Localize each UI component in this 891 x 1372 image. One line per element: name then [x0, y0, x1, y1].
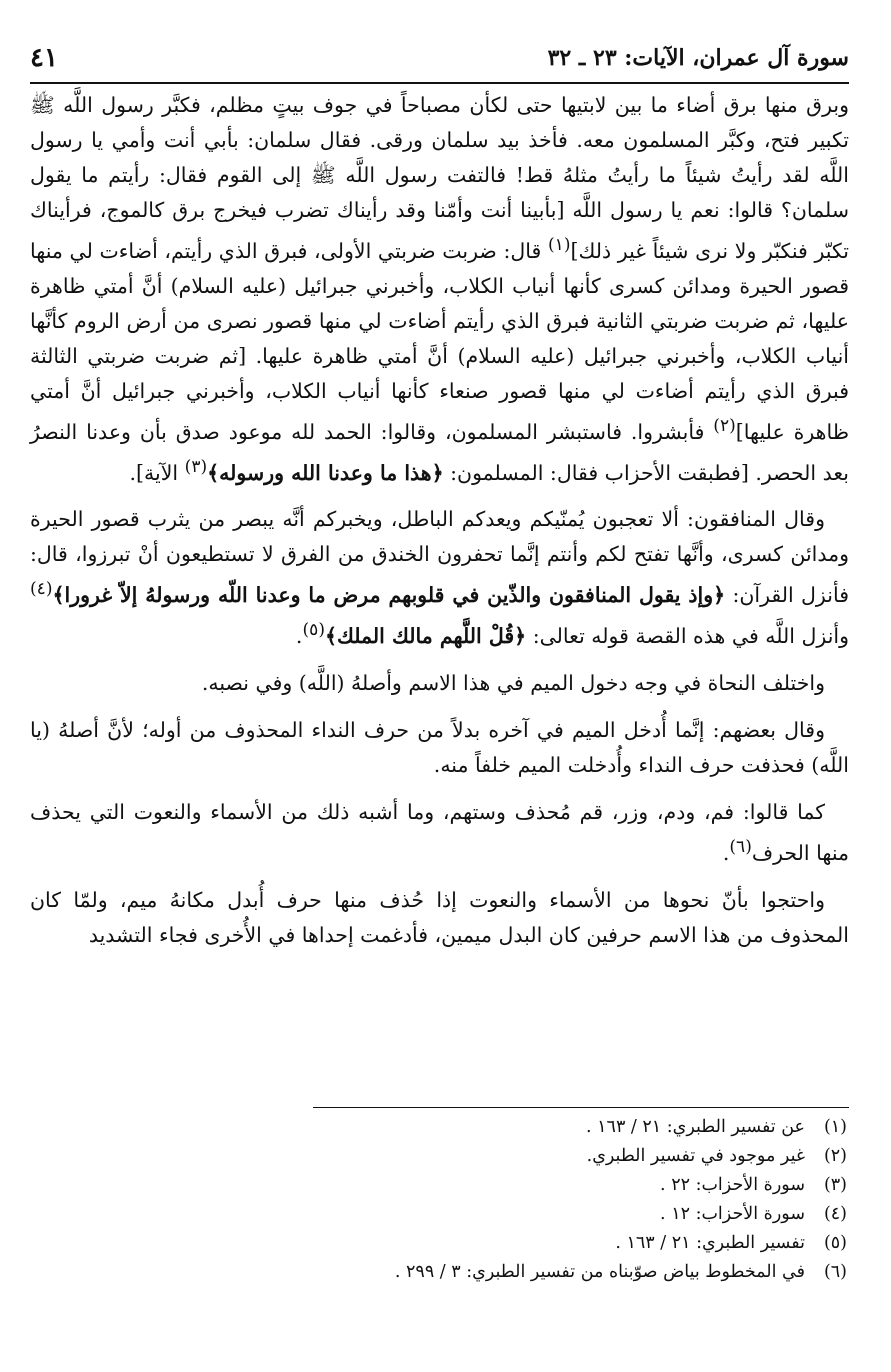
main-text	[30, 88, 849, 953]
footnote-text: سورة الأحزاب: ١٢ .	[660, 1204, 805, 1224]
text-run: .	[722, 840, 730, 865]
paragraph-5	[30, 795, 849, 871]
footnote-ref: (٥)	[302, 620, 325, 641]
text-run: وبرق منها برق أضاء ما بين لابتيها حتى لكأن مصباحاً في جوف بيتٍ مظلم، فكبَّر رسول اللَّه ﷺ تكبير فتح، وكبَّر المسلمون معه. فأخذ بيد سلمان ورقى. فقال سلمان: بأبي أنت وأمي يا رسول اللَّه لقد رأيتُ شيئاً ما رأيتُ مثلهُ قط! فالتفت رسول اللَّه ﷺ إلى القوم فقال: رأيتم ما يقول سلمان؟ قالوا: نعم يا رسول اللَّه [بأبينا أنت وأمّنا وقد رأيناك تضرب فيخرج برق كالموج، فرأيناك تكبّر فنكبّر ولا نرى شيئاً غير ذلك]	[30, 93, 849, 263]
paragraph-3: واختلف النحاة في وجه دخول الميم في هذا الاسم وأصلهُ (اللَّه) وفي نصبه.	[201, 671, 825, 696]
paragraph-1	[30, 88, 849, 490]
footnote-ref: (٣)	[184, 456, 208, 477]
footnote-divider	[313, 1107, 849, 1108]
footnote-number: (٥)	[823, 1233, 847, 1253]
running-title: سورة آل عمران، الآيات: ٢٣ ـ ٣٢	[547, 45, 849, 71]
footnote-item	[30, 1229, 849, 1258]
quran-verse: ﴿هذا ما وعدنا الله ورسوله﴾	[207, 460, 444, 485]
footnote-item	[30, 1171, 849, 1200]
footnote-ref: (٦)	[729, 837, 752, 858]
paragraph-4: وقال بعضهم: إنَّما أُدخل الميم في آخره بدلاً من حرف النداء المحذوف من أوله؛ لأنَّ أصلهُ (يا اللَّه) فحذفت حرف النداء وأُدخلت الميم خلفاً منه.	[30, 718, 849, 778]
page-number: ٤١	[30, 43, 58, 73]
text-run: الآية].	[129, 460, 185, 485]
footnote-text: عن تفسير الطبري: ٢١ / ١٦٣ .	[586, 1117, 805, 1137]
footnote-number: (٤)	[823, 1204, 847, 1224]
footnote-ref: (٢)	[713, 415, 736, 436]
footnote-number: (٢)	[823, 1146, 847, 1166]
quran-verse: ﴿قُلْ اللَّهم مالك الملك﴾	[324, 624, 527, 649]
paragraph-2	[30, 502, 849, 654]
footnote-item	[30, 1200, 849, 1229]
footnote-ref: (١)	[547, 235, 571, 255]
footnote-item	[30, 1113, 849, 1142]
footnote-text: سورة الأحزاب: ٢٢ .	[660, 1175, 805, 1195]
footnote-text: في المخطوط بياض صوّبناه من تفسير الطبري: ٣ / ٢٩٩ .	[394, 1262, 805, 1282]
header-divider	[30, 82, 849, 84]
page-header	[30, 38, 849, 78]
text-run: وقال المنافقون: ألا تعجبون يُمنّيكم ويعدكم الباطل، ويخبركم أنَّه يبصر من يثرب قصور الحيرة ومدائن كسرى، وأنَّها تفتح لكم وأنتم إنَّما تحفرون الخندق من الفرق لا تستطيعون أنْ تبرزوا، قال: فأنزل القرآن:	[30, 507, 849, 608]
footnote-text: غير موجود في تفسير الطبري.	[586, 1146, 805, 1166]
text-run: .	[295, 624, 303, 649]
quran-verse: ﴿وإذ يقول المنافقون والذّين في قلوبهم مرض ما وعدنا اللّه ورسولهُ إلاّ غرورا﴾	[52, 583, 726, 608]
text-run: كما قالوا: فم، ودم، وزر، قم مُحذف وستهم، وما أشبه ذلك من الأسماء والنعوت التي يحذف منها الحرف	[30, 800, 849, 865]
paragraph-6: واحتجوا بأنّ نحوها من الأسماء والنعوت إذا حُذف منها حرف أُبدل مكانهُ ميم، ولمّا كان المحذوف من هذا الاسم حرفين كان البدل ميمين، فأدغمت إحداها في الأُخرى فجاء التشديد	[30, 887, 849, 947]
footnote-number: (٦)	[823, 1262, 847, 1282]
footnote-item	[30, 1258, 849, 1287]
text-run: فأبشروا. فاستبشر المسلمون، وقالوا: الحمد لله موعود صدق بأن وعدنا النصرُ بعد الحصر. [فطبقت الأحزاب فقال: المسلمون:	[30, 419, 849, 485]
footnote-ref: (٤)	[30, 579, 53, 600]
footnote-text: تفسير الطبري: ٢١ / ١٦٣ .	[615, 1233, 805, 1253]
footnotes	[30, 1113, 849, 1287]
text-run: وأنزل اللَّه في هذه القصة قوله تعالى:	[526, 624, 849, 649]
text-run: قال: ضربت ضربتي الأولى، فبرق الذي رأيتم، أضاءت لي منها قصور الحيرة ومدائن كسرى كأنها أنياب الكلاب، وأخبرني جبرائيل (عليه السلام) أنَّ أمتي ظاهرة عليها، ثم ضربت ضربتي الثانية فبرق الذي رأيتم أضاءت لي منها قصور نصرى من أرض الروم كأنَّها أنياب الكلاب، وأخبرني جبرائيل (عليه السلام) أنَّ أمتي ظاهرة عليها. [ثم ضربت ضربتي الثالثة فبرق الذي رأيتم أضاءت لي منها قصور صنعاء كأنها أنياب الكلاب، وأخبرني جبرائيل أنَّ أمتي ظاهرة عليها]	[30, 238, 850, 444]
footnote-number: (١)	[823, 1117, 847, 1137]
footnote-item	[30, 1142, 849, 1171]
footnote-number: (٣)	[823, 1175, 847, 1195]
